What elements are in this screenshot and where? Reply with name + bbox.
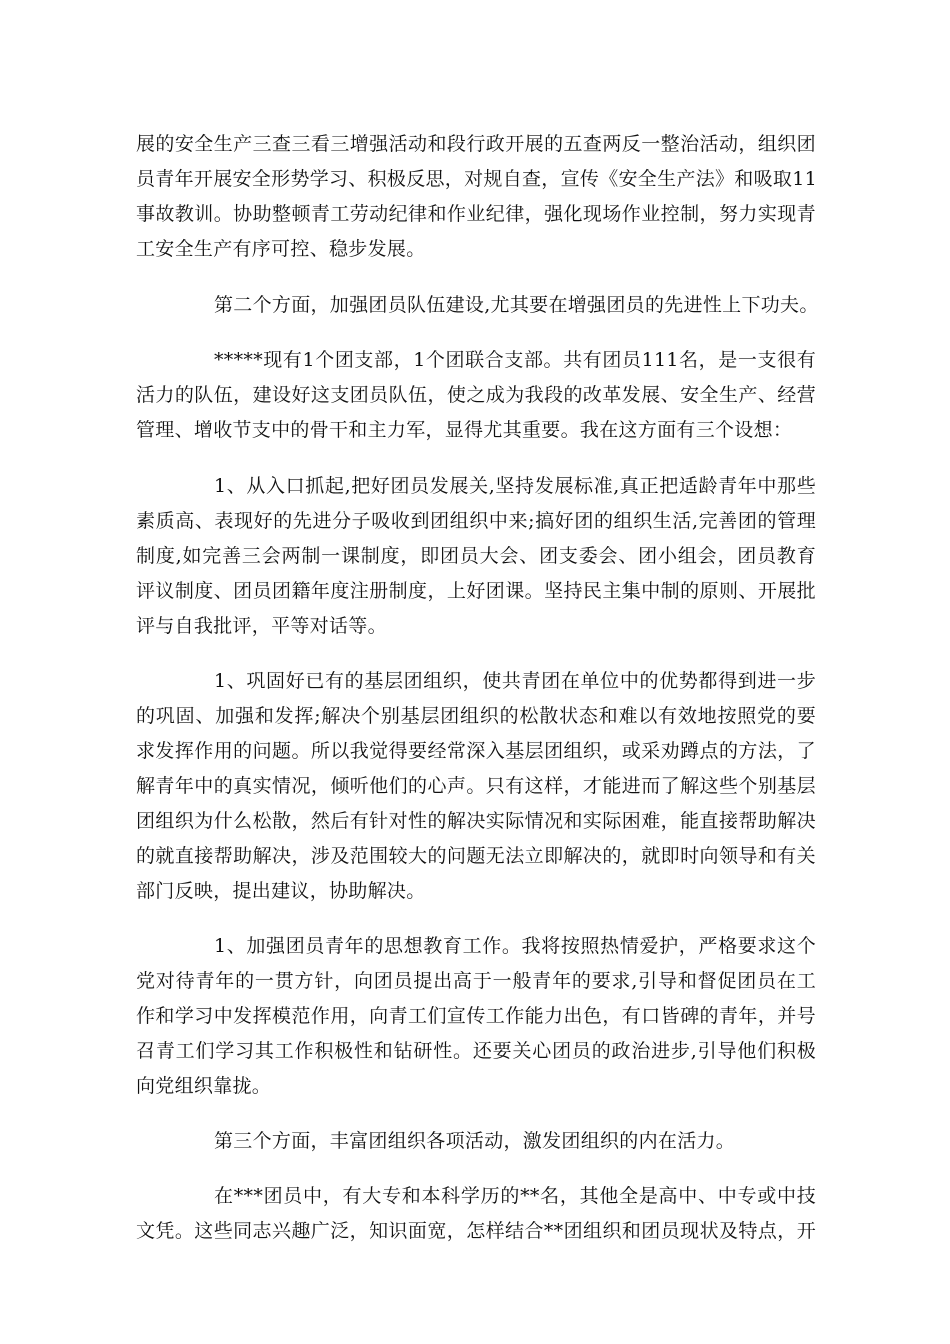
text-line: 素质高、表现好的先进分子吸收到团组织中来;搞好团的组织生活,完善团的管理: [136, 510, 816, 532]
text-line: 展的安全生产三查三看三增强活动和段行政开展的五查两反一整治活动，组织团: [136, 133, 816, 155]
text-line: 评与自我批评，平等对话等。: [136, 615, 387, 637]
text-line: 管理、增收节支中的骨干和主力军，显得尤其重要。我在这方面有三个设想：: [136, 419, 793, 441]
text-line: 团组织为什么松散，然后有针对性的解决实际情况和实际困难，能直接帮助解决: [136, 810, 816, 832]
text-line: 解青年中的真实情况，倾听他们的心声。只有这样，才能进而了解这些个别基层: [136, 775, 816, 797]
text-line: 评议制度、团员团籍年度注册制度，上好团课。坚持民主集中制的原则、开展批: [136, 580, 816, 602]
text-line: 1、巩固好已有的基层团组织，使共青团在单位中的优势都得到进一步: [214, 670, 816, 692]
text-line: 文凭。这些同志兴趣广泛，知识面宽，怎样结合**团组织和团员现状及特点，开: [136, 1220, 816, 1242]
text-line: 求发挥作用的问题。所以我觉得要经常深入基层团组织，或采劝蹲点的方法，了: [136, 740, 816, 762]
section-heading: 第三个方面，丰富团组织各项活动，激发团组织的内在活力。: [214, 1130, 736, 1152]
text-line: 召青工们学习其工作积极性和钻研性。还要关心团员的政治进步,引导他们积极: [136, 1040, 816, 1062]
text-line: 1、加强团员青年的思想教育工作。我将按照热情爱护，严格要求这个: [214, 935, 816, 957]
text-line: 的巩固、加强和发挥;解决个别基层团组织的松散状态和难以有效地按照党的要: [136, 705, 816, 727]
text-line: 党对待青年的一贯方针，向团员提出高于一般青年的要求,引导和督促团员在工: [136, 970, 816, 992]
text-line: 部门反映，提出建议，协助解决。: [136, 880, 426, 902]
section-heading: 第二个方面，加强团员队伍建设,尤其要在增强团员的先进性上下功夫。: [214, 294, 819, 316]
text-line: 活力的队伍，建设好这支团员队伍，使之成为我段的改革发展、安全生产、经营: [136, 384, 816, 406]
text-line: 1、从入口抓起,把好团员发展关,坚持发展标准,真正把适龄青年中那些: [214, 475, 816, 497]
text-line: 员青年开展安全形势学习、积极反思，对规自查，宣传《安全生产法》和吸取11: [136, 168, 817, 190]
text-line: 制度,如完善三会两制一课制度，即团员大会、团支委会、团小组会，团员教育: [136, 545, 816, 567]
text-line: 的就直接帮助解决，涉及范围较大的问题无法立即解决的，就即时向领导和有关: [136, 845, 816, 867]
text-line: 工安全生产有序可控、稳步发展。: [136, 238, 426, 260]
text-line: *****现有1个团支部，1个团联合支部。共有团员111名，是一支很有: [214, 349, 816, 371]
text-line: 作和学习中发挥模范作用，向青工们宣传工作能力出色，有口皆碑的青年，并号: [136, 1005, 816, 1027]
text-line: 向党组织靠拢。: [136, 1075, 272, 1097]
text-line: 在***团员中，有大专和本科学历的**名，其他全是高中、中专或中技: [214, 1185, 816, 1207]
text-line: 事故教训。协助整顿青工劳动纪律和作业纪律，强化现场作业控制，努力实现青: [136, 203, 816, 225]
